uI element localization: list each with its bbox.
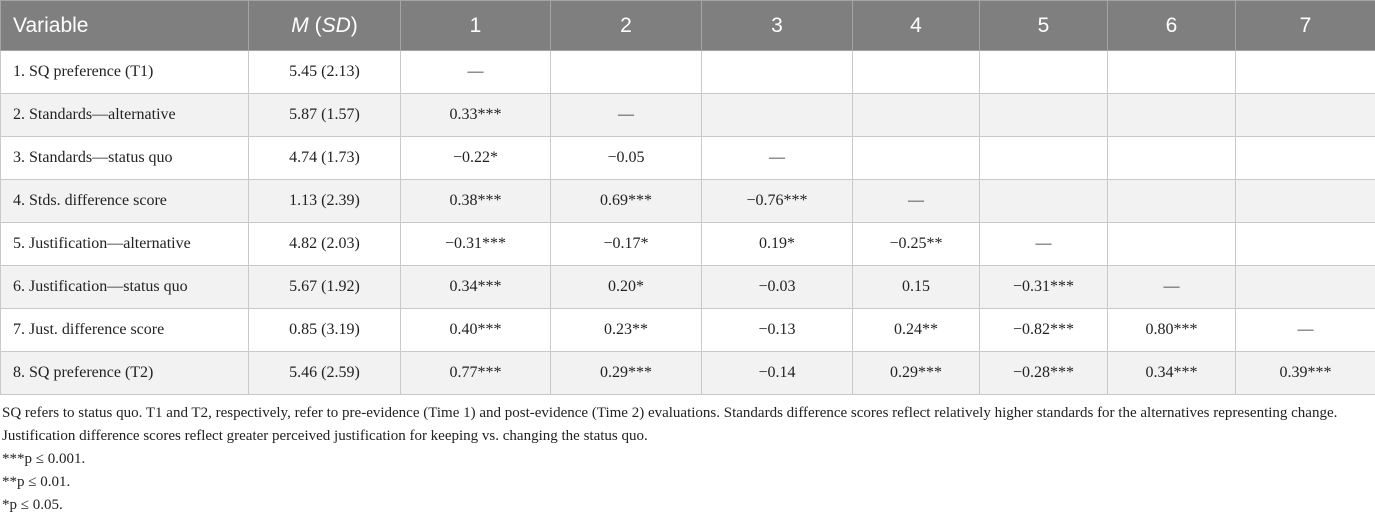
- cell-col-2: −0.05: [551, 137, 702, 180]
- significance-note-05: *p ≤ 0.05.: [2, 497, 63, 513]
- row-variable: 4. Stds. difference score: [1, 180, 249, 223]
- cell-col-6: [1108, 94, 1236, 137]
- cell-col-5: −0.82***: [980, 309, 1108, 352]
- cell-col-7: [1236, 94, 1375, 137]
- table-row: [1, 309, 1375, 352]
- cell-col-3: —: [702, 137, 853, 180]
- cell-col-3: −0.76***: [702, 180, 853, 223]
- header-col-4: 4: [853, 1, 980, 51]
- table-row: [1, 180, 1375, 223]
- row-variable: 6. Justification—status quo: [1, 266, 249, 309]
- table-notes: [2, 402, 1370, 517]
- cell-col-5: [980, 180, 1108, 223]
- cell-col-2: —: [551, 94, 702, 137]
- cell-col-1: 0.40***: [401, 309, 551, 352]
- cell-col-4: [853, 51, 980, 94]
- row-variable: 3. Standards—status quo: [1, 137, 249, 180]
- cell-col-3: [702, 94, 853, 137]
- significance-note-001: ***p ≤ 0.001.: [2, 451, 86, 467]
- row-m-sd: 5.87 (1.57): [249, 94, 401, 137]
- cell-col-3: 0.19*: [702, 223, 853, 266]
- cell-col-4: 0.29***: [853, 352, 980, 395]
- cell-col-7: [1236, 137, 1375, 180]
- cell-col-5: [980, 51, 1108, 94]
- header-col-3: 3: [702, 1, 853, 51]
- header-variable: Variable: [1, 1, 249, 51]
- cell-col-2: 0.20*: [551, 266, 702, 309]
- cell-col-7: [1236, 266, 1375, 309]
- cell-col-6: [1108, 137, 1236, 180]
- cell-col-2: 0.23**: [551, 309, 702, 352]
- cell-col-1: −0.31***: [401, 223, 551, 266]
- cell-col-7: —: [1236, 309, 1375, 352]
- header-col-6: 6: [1108, 1, 1236, 51]
- table-row: [1, 51, 1375, 94]
- row-variable: 1. SQ preference (T1): [1, 51, 249, 94]
- cell-col-3: [702, 51, 853, 94]
- cell-col-1: 0.77***: [401, 352, 551, 395]
- header-col-5: 5: [980, 1, 1108, 51]
- table-row: [1, 137, 1375, 180]
- cell-col-5: −0.28***: [980, 352, 1108, 395]
- header-col-2: 2: [551, 1, 702, 51]
- cell-col-7: 0.39***: [1236, 352, 1375, 395]
- cell-col-4: 0.15: [853, 266, 980, 309]
- cell-col-2: −0.17*: [551, 223, 702, 266]
- row-variable: 7. Just. difference score: [1, 309, 249, 352]
- header-col-1: 1: [401, 1, 551, 51]
- row-m-sd: 4.82 (2.03): [249, 223, 401, 266]
- row-m-sd: 5.46 (2.59): [249, 352, 401, 395]
- table-header-row: [1, 1, 1375, 51]
- table-row: [1, 94, 1375, 137]
- cell-col-7: [1236, 223, 1375, 266]
- row-variable: 8. SQ preference (T2): [1, 352, 249, 395]
- cell-col-2: [551, 51, 702, 94]
- cell-col-5: [980, 137, 1108, 180]
- cell-col-1: −0.22*: [401, 137, 551, 180]
- cell-col-1: 0.33***: [401, 94, 551, 137]
- cell-col-6: 0.80***: [1108, 309, 1236, 352]
- row-m-sd: 5.67 (1.92): [249, 266, 401, 309]
- header-col-7: 7: [1236, 1, 1375, 51]
- table-row: [1, 223, 1375, 266]
- cell-col-3: −0.13: [702, 309, 853, 352]
- cell-col-4: −0.25**: [853, 223, 980, 266]
- cell-col-6: [1108, 223, 1236, 266]
- cell-col-4: [853, 94, 980, 137]
- significance-note-01: **p ≤ 0.01.: [2, 474, 71, 490]
- cell-col-4: [853, 137, 980, 180]
- table-row: [1, 266, 1375, 309]
- cell-col-5: —: [980, 223, 1108, 266]
- cell-col-7: [1236, 180, 1375, 223]
- header-m: M: [291, 13, 309, 37]
- row-m-sd: 0.85 (3.19): [249, 309, 401, 352]
- header-m-sd: M (SD): [249, 1, 401, 51]
- cell-col-6: [1108, 180, 1236, 223]
- cell-col-1: 0.38***: [401, 180, 551, 223]
- row-variable: 2. Standards—alternative: [1, 94, 249, 137]
- row-m-sd: 1.13 (2.39): [249, 180, 401, 223]
- row-m-sd: 5.45 (2.13): [249, 51, 401, 94]
- cell-col-1: 0.34***: [401, 266, 551, 309]
- cell-col-5: −0.31***: [980, 266, 1108, 309]
- cell-col-2: 0.29***: [551, 352, 702, 395]
- cell-col-5: [980, 94, 1108, 137]
- header-sd: SD: [321, 13, 351, 37]
- cell-col-4: 0.24**: [853, 309, 980, 352]
- table-row: [1, 352, 1375, 395]
- cell-col-1: —: [401, 51, 551, 94]
- cell-col-6: [1108, 51, 1236, 94]
- row-variable: 5. Justification—alternative: [1, 223, 249, 266]
- cell-col-6: 0.34***: [1108, 352, 1236, 395]
- cell-col-4: —: [853, 180, 980, 223]
- cell-col-3: −0.03: [702, 266, 853, 309]
- cell-col-6: —: [1108, 266, 1236, 309]
- cell-col-7: [1236, 51, 1375, 94]
- cell-col-3: −0.14: [702, 352, 853, 395]
- cell-col-2: 0.69***: [551, 180, 702, 223]
- row-m-sd: 4.74 (1.73): [249, 137, 401, 180]
- table-note-description: SQ refers to status quo. T1 and T2, respectively, refer to pre-evidence (Time 1) and post-evidence (Time 2) evaluations. Standards difference scores reflect relatively higher standards for the alternatives representing change. Justification difference scores reflect greater perceived justification for keeping vs. changing the status quo.: [2, 405, 1338, 444]
